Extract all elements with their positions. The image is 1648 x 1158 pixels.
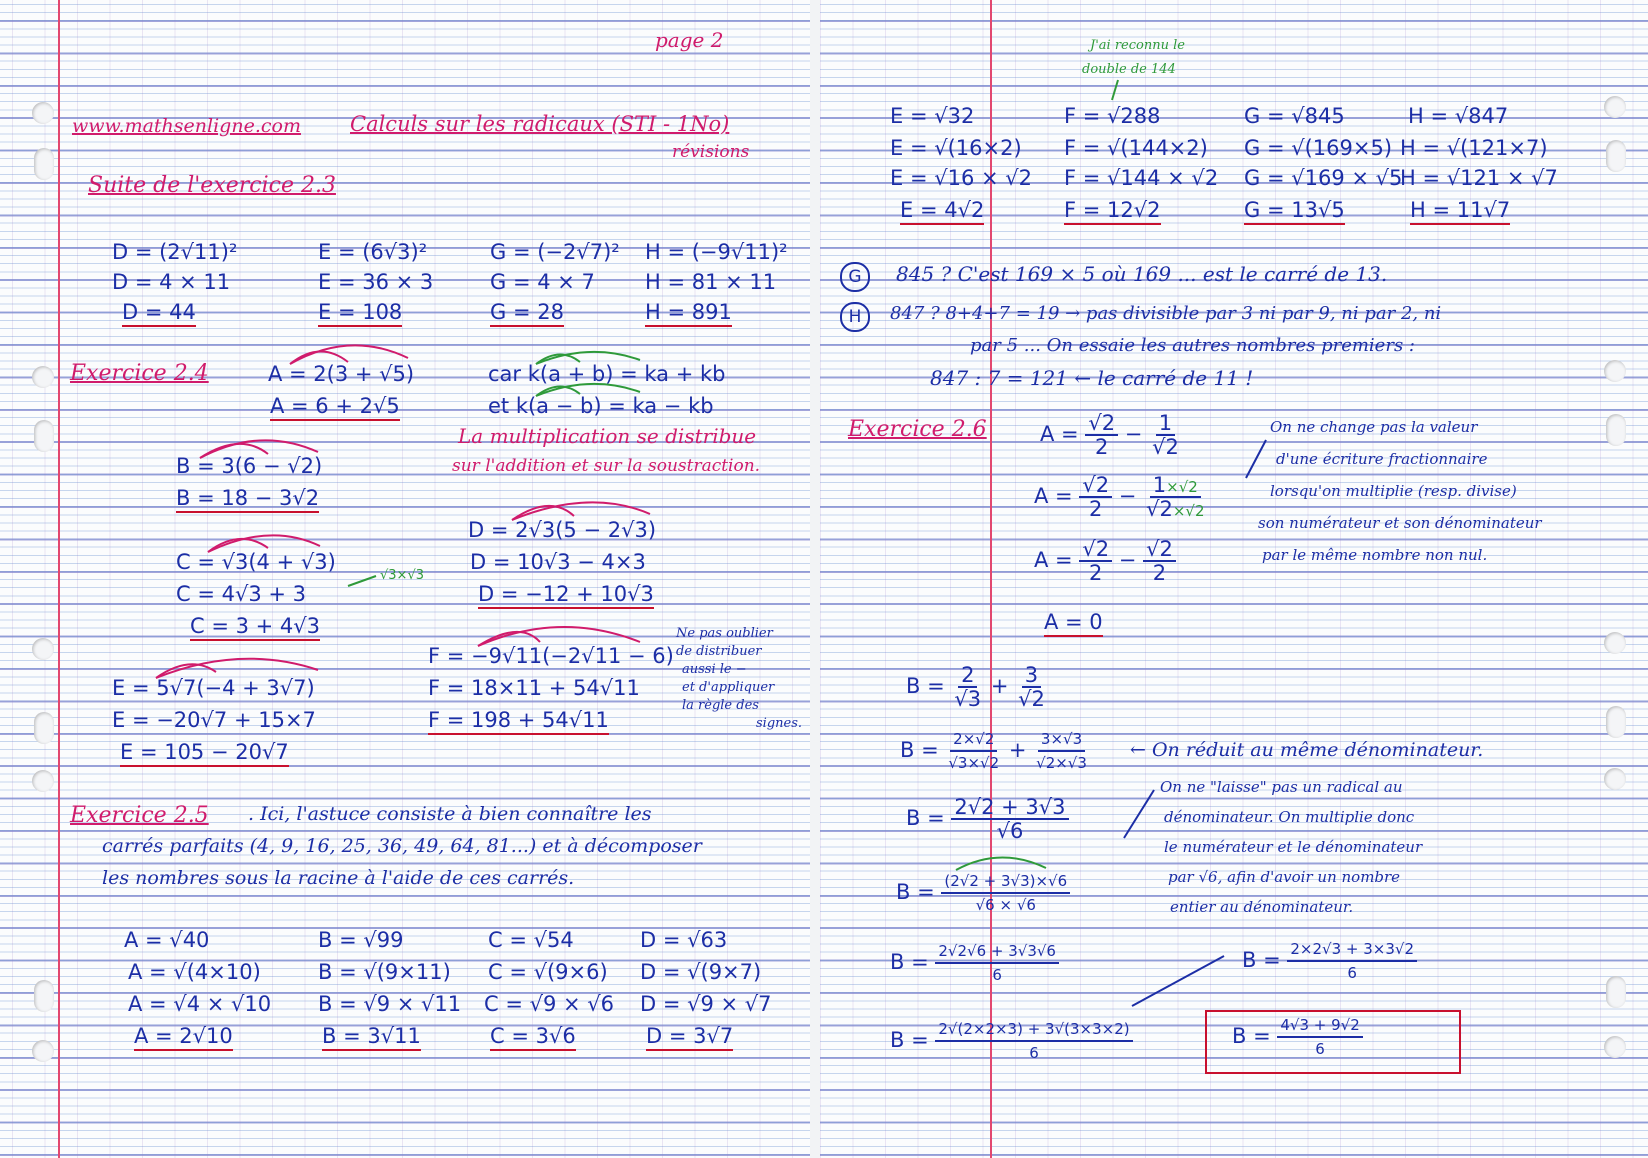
ex25-G-line1: G = √845 bbox=[1244, 104, 1345, 128]
binder-hole bbox=[1606, 976, 1626, 1008]
ex26-B-line1: B = $\frac{2}{√3}$ + $\frac{3}{√2}$ bbox=[906, 663, 1045, 711]
ex24-A-line1: A = 2(3 + √5) bbox=[268, 362, 415, 386]
ex25-H-line1: H = √847 bbox=[1408, 104, 1509, 128]
binder-hole bbox=[32, 366, 54, 388]
binder-hole bbox=[1604, 768, 1626, 790]
ex25-E-result: E = 4√2 bbox=[900, 198, 984, 222]
ex26-noteA-2: d'une écriture fractionnaire bbox=[1276, 450, 1488, 468]
ex25-B-result: B = 3√11 bbox=[322, 1024, 421, 1048]
ex25-A-result: A = 2√10 bbox=[134, 1024, 233, 1048]
green-note-1: J'ai reconnu le bbox=[1090, 38, 1185, 53]
green-note-2: double de 144 bbox=[1082, 62, 1176, 77]
ex25-H-explanation-2: par 5 ... On essaie les autres nombres premiers : bbox=[970, 335, 1415, 356]
ex24-A-result: A = 6 + 2√5 bbox=[270, 394, 400, 418]
ex23-H-line1: H = (−9√11)² bbox=[645, 240, 788, 264]
ex26-noteA-3: lorsqu'on multiplie (resp. divise) bbox=[1270, 482, 1517, 500]
ex26-noteB-3: le numérateur et le dénominateur bbox=[1164, 838, 1423, 856]
ex25-intro-1: . Ici, l'astuce consiste à bien connaître les bbox=[248, 803, 652, 825]
ex24-F-note-3: aussi le − bbox=[682, 662, 747, 677]
ex24-rule-diff: et k(a − b) = ka − kb bbox=[488, 394, 714, 418]
ex25-D-result: D = 3√7 bbox=[646, 1024, 733, 1048]
ex24-C-green-note: √3×√3 bbox=[380, 568, 425, 583]
binder-hole bbox=[1604, 632, 1626, 654]
ex25-intro-3: les nombres sous la racine à l'aide de ces carrés. bbox=[102, 867, 575, 889]
ex24-note-line1: La multiplication se distribue bbox=[458, 424, 757, 448]
ex24-F-note-4: et d'appliquer bbox=[682, 680, 775, 695]
binder-hole bbox=[1604, 96, 1626, 118]
ex26-A-result: A = 0 bbox=[1044, 610, 1103, 634]
ex23-E-result: E = 108 bbox=[318, 300, 402, 324]
ex26-B-line2: B = $\frac{2\times√2}{√3\times√2}$ + $\frac{3\times√3}{√2\times√3}$ bbox=[900, 730, 1087, 772]
ex25-intro-2: carrés parfaits (4, 9, 16, 25, 36, 49, 64, 81...) et à décomposer bbox=[102, 835, 702, 857]
ex24-F-line2: F = 18×11 + 54√11 bbox=[428, 676, 640, 700]
ex25-H-circle-label: H bbox=[840, 302, 870, 332]
ex25-B-line2: B = √(9×11) bbox=[318, 960, 451, 984]
ex25-F-result: F = 12√2 bbox=[1064, 198, 1161, 222]
ex26-B-line5: B = $\frac{2√2√6 + 3√3√6}{6}$ bbox=[890, 940, 1059, 986]
binder-hole bbox=[34, 148, 54, 180]
ex24-F-note-1: Ne pas oublier bbox=[676, 626, 773, 641]
ex24-D-result: D = −12 + 10√3 bbox=[478, 582, 654, 606]
binder-hole bbox=[32, 102, 54, 124]
ex26-B-line3: B = $\frac{2√2 + 3√3}{√6}$ bbox=[906, 796, 1069, 842]
ex24-F-line1: F = −9√11(−2√11 − 6) bbox=[428, 644, 674, 668]
ex26-noteA-5: par le même nombre non nul. bbox=[1262, 546, 1488, 564]
ex24-C-line2: C = 4√3 + 3 bbox=[176, 582, 307, 606]
binder-hole bbox=[32, 770, 54, 792]
binder-hole bbox=[32, 638, 54, 660]
ex26-noteB-4: par √6, afin d'avoir un nombre bbox=[1168, 868, 1401, 886]
ex26-noteA-1: On ne change pas la valeur bbox=[1270, 418, 1478, 436]
ex26-B-line7: B = $\frac{2\times 2√3 + 3\times 3√2}{6}$ bbox=[1242, 938, 1417, 984]
ex25-G-circle-label: G bbox=[840, 262, 870, 292]
binder-hole bbox=[32, 1040, 54, 1062]
ex24-note-line2: sur l'addition et sur la soustraction. bbox=[452, 456, 761, 476]
ex26-A-line2: A = $\frac{√2}{2}$ − $\frac{1\times√2}{√2\times√2}$ bbox=[1034, 473, 1205, 521]
ex26-noteB-reduce: ← On réduit au même dénominateur. bbox=[1130, 739, 1484, 761]
ex24-E-line1: E = 5√7(−4 + 3√7) bbox=[112, 676, 315, 700]
ex23-E-line2: E = 36 × 3 bbox=[318, 270, 434, 294]
ex25-title: Exercice 2.5 bbox=[70, 803, 209, 828]
site-url: www.mathsenligne.com bbox=[72, 115, 301, 137]
ex23-G-line2: G = 4 × 7 bbox=[490, 270, 595, 294]
ex24-E-result: E = 105 − 20√7 bbox=[120, 740, 289, 764]
ex23-H-result: H = 891 bbox=[645, 300, 732, 324]
ex25-E-line3: E = √16 × √2 bbox=[890, 166, 1033, 190]
ex25-B-line1: B = √99 bbox=[318, 928, 404, 952]
ex24-B-result: B = 18 − 3√2 bbox=[176, 486, 319, 510]
ex23-E-line1: E = (6√3)² bbox=[318, 240, 428, 264]
ex24-F-note-2: de distribuer bbox=[676, 644, 762, 659]
ex26-title: Exercice 2.6 bbox=[848, 417, 987, 442]
ex25-A-line2: A = √(4×10) bbox=[128, 960, 261, 984]
binder-hole bbox=[1604, 1036, 1626, 1058]
ex24-title: Exercice 2.4 bbox=[70, 361, 209, 386]
ex23-D-line1: D = (2√11)² bbox=[112, 240, 238, 264]
ex24-D-line2: D = 10√3 − 4×3 bbox=[470, 550, 646, 574]
ex23-H-line2: H = 81 × 11 bbox=[645, 270, 777, 294]
ex25-D-line1: D = √63 bbox=[640, 928, 728, 952]
binder-hole bbox=[1606, 140, 1626, 172]
ex24-E-line2: E = −20√7 + 15×7 bbox=[112, 708, 316, 732]
ex25-G-result: G = 13√5 bbox=[1244, 198, 1345, 222]
ex25-A-line3: A = √4 × √10 bbox=[128, 992, 272, 1016]
ex25-H-explanation-1: 847 ? 8+4+7 = 19 → pas divisible par 3 ni par 9, ni par 2, ni bbox=[890, 303, 1442, 324]
binder-hole bbox=[34, 712, 54, 744]
left-margin-line bbox=[58, 0, 60, 1158]
ex26-B-line6: B = $\frac{2√(2\times 2\times 3) + 3√(3\times 3\times 2)}{6}$ bbox=[890, 1018, 1133, 1064]
ex24-F-note-6: signes. bbox=[756, 716, 803, 731]
ex24-F-note-5: la règle des bbox=[682, 698, 759, 713]
ex25-H-result: H = 11√7 bbox=[1410, 198, 1510, 222]
ex23-G-result: G = 28 bbox=[490, 300, 564, 324]
ex24-F-result: F = 198 + 54√11 bbox=[428, 708, 609, 732]
ex26-B-result: B = $\frac{4√3 + 9√2}{6}$ bbox=[1232, 1014, 1363, 1060]
ex24-C-result: C = 3 + 4√3 bbox=[190, 614, 320, 638]
ex24-D-line1: D = 2√3(5 − 2√3) bbox=[468, 518, 657, 542]
page-subtitle: révisions bbox=[672, 142, 750, 162]
ex25-H-explanation-3: 847 : 7 = 121 ← le carré de 11 ! bbox=[930, 366, 1254, 390]
ex23-D-line2: D = 4 × 11 bbox=[112, 270, 231, 294]
ex25-F-line1: F = √288 bbox=[1064, 104, 1161, 128]
ex25-C-line1: C = √54 bbox=[488, 928, 574, 952]
ex25-H-line3: H = √121 × √7 bbox=[1400, 166, 1558, 190]
ex26-A-line1: A = $\frac{√2}{2}$ − $\frac{1}{√2}$ bbox=[1040, 411, 1179, 459]
ex23-D-result: D = 44 bbox=[122, 300, 196, 324]
ex25-F-line3: F = √144 × √2 bbox=[1064, 166, 1219, 190]
ex25-C-line3: C = √9 × √6 bbox=[484, 992, 615, 1016]
ex25-G-explanation: 845 ? C'est 169 × 5 où 169 ... est le carré de 13. bbox=[896, 262, 1388, 286]
ex25-C-result: C = 3√6 bbox=[490, 1024, 576, 1048]
page-label: page 2 bbox=[655, 28, 724, 52]
ex23-G-line1: G = (−2√7)² bbox=[490, 240, 620, 264]
ex25-G-line2: G = √(169×5) bbox=[1244, 136, 1393, 160]
ex26-B-line4: B = $\frac{(2√2 + 3√3)\times√6}{√6 \times √6}$ bbox=[896, 870, 1070, 916]
ex25-H-line2: H = √(121×7) bbox=[1400, 136, 1548, 160]
page-title: Calculs sur les radicaux (STI - 1No) bbox=[350, 112, 730, 136]
ex25-E-line2: E = √(16×2) bbox=[890, 136, 1022, 160]
binder-hole bbox=[1606, 414, 1626, 446]
binder-hole bbox=[34, 980, 54, 1012]
ex26-noteB-5: entier au dénominateur. bbox=[1170, 898, 1354, 916]
ex26-A-line3: A = $\frac{√2}{2}$ − $\frac{√2}{2}$ bbox=[1034, 538, 1176, 584]
ex25-D-line3: D = √9 × √7 bbox=[640, 992, 772, 1016]
ex25-D-line2: D = √(9×7) bbox=[640, 960, 762, 984]
ex24-C-line1: C = √3(4 + √3) bbox=[176, 550, 336, 574]
ex25-B-line3: B = √9 × √11 bbox=[318, 992, 462, 1016]
ex26-noteA-4: son numérateur et son dénominateur bbox=[1258, 514, 1542, 532]
ex25-C-line2: C = √(9×6) bbox=[488, 960, 608, 984]
ex26-noteB-1: On ne "laisse" pas un radical au bbox=[1160, 778, 1403, 796]
ex25-A-line1: A = √40 bbox=[124, 928, 210, 952]
ex25-G-line3: G = √169 × √5 bbox=[1244, 166, 1403, 190]
binder-hole bbox=[1604, 360, 1626, 382]
ex24-B-line1: B = 3(6 − √2) bbox=[176, 454, 323, 478]
ex25-F-line2: F = √(144×2) bbox=[1064, 136, 1208, 160]
binder-hole bbox=[1606, 706, 1626, 738]
binder-hole bbox=[34, 420, 54, 452]
ex26-noteB-2: dénominateur. On multiplie donc bbox=[1164, 808, 1415, 826]
ex24-rule-sum: car k(a + b) = ka + kb bbox=[488, 362, 726, 386]
sheet-gap bbox=[810, 0, 820, 1158]
ex25-E-line1: E = √32 bbox=[890, 104, 975, 128]
ex23-title: Suite de l'exercice 2.3 bbox=[88, 173, 336, 198]
